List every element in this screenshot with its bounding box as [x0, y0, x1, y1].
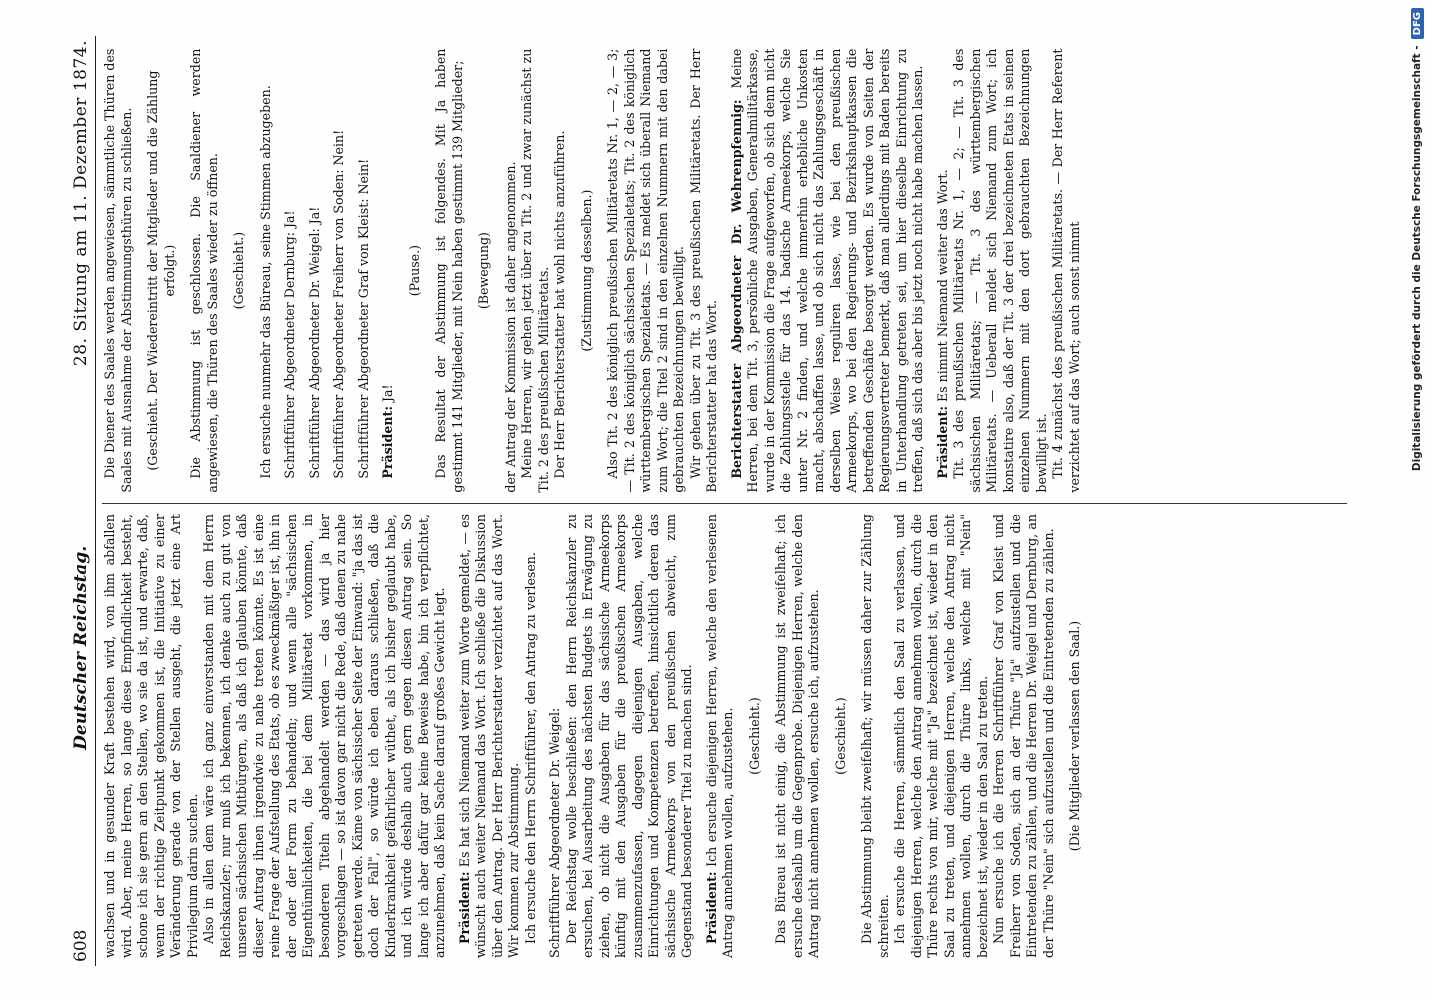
paragraph-text: Meine Herren, wir gehen jetzt über zu Tit. 2 und zwar zunächst zu Tit. 2 des preußischen Militäretats.: [519, 48, 551, 493]
paragraph: [282, 49, 299, 493]
page-number: 608: [71, 929, 91, 962]
paragraph: [356, 49, 373, 493]
paragraph-text: (Geschieht. Der Wiedereintritt der Mitglieder und die Zählung erfolgt.): [145, 70, 177, 471]
paragraph-text: Das Resultat der Abstimmung ist folgendes. Mit Ja haben gestimmt 141 Mitglieder, mit Nein haben gestimmt 139 Mitglieder;: [433, 48, 465, 493]
paragraph-text: Der Reichstag wolle beschließen: den Herrn Reichskanzler zu ersuchen, bei Ausarbeitung des nächsten Budgets in Erwägung zu ziehen, ob nicht die Ausgaben für das sächsische Armeekorps künftig mit den Ausgaben für die preußischen Armeekorps zusammenzufassen, dagegen diejenigen Ausgaben, welche Einrichtungen und Kompetenzen betreffen, hinsichtlich deren das sächsische Armeekorps von den preußischen abweicht, zum Gegenstand besonderer Titel zu machen sind.: [563, 514, 694, 958]
speaker-label: Berichterstatter Abgeordneter Dr. Wehrenpfennig:: [728, 99, 744, 479]
paragraph-text: (Geschieht.): [746, 697, 762, 775]
paragraph-text: Schriftführer Abgeordneter Dr. Weigel: Ja!: [306, 206, 322, 479]
paragraph-text: Tit. 3 des preußischen Militäretats Nr. 1, — 2; — Tit. 3 des sächsischen Militäretats; — Tit. 3 des württembergischen Militäretats. — Ueberall meldet sich Niemand zum Wort; ich konstatire also, daß der Tit. 3 der drei bezeichneten Etats in seinen einzelnen Nummern mit den dort gebrauchten Bezeichnungen bewilligt ist.: [951, 48, 1049, 493]
paragraph: [457, 514, 523, 958]
paragraph-text: Meine Herren, bei dem Tit. 3, persönliche Ausgaben, Generalmilitärkasse, wurde in der Kommission die Frage aufgeworfen, ob sich denn nicht die Zahlungsstelle für das 14. badische Armeekorps, welche Sie unter Nr. 2 finden, und welche immerhin erhebliche Unkosten macht, abschaffen lasse, und ob sich nicht das Zahlungsgeschäft in derselben Weise reguliren lasse, wie bei den preußischen Armeekorps, wo bei den Regierungs- und Bezirkshauptkassen die betreffenden Geschäfte besorgt werden. Es wurde von Seiten der Regierungsvertreter bemerkt, daß man allerdings mit Baden bereits in Unterhandlung getreten sei, um hier dieselbe Einrichtung zu treffen, daß sich das aber bis jetzt noch nicht habe machen lassen.: [728, 48, 925, 493]
digitization-credit: [1404, 8, 1430, 992]
dfg-logo: DFG: [1411, 8, 1424, 39]
paragraph: [688, 49, 721, 493]
document-page: [62, 36, 1354, 966]
paragraph: [1050, 49, 1083, 493]
paragraph-text: Ja!: [380, 384, 395, 407]
speaker-label: Präsident:: [703, 871, 719, 944]
paragraph-text: Ich ersuche die Herren, sämmtlich den Saal zu verlassen, und diejenigen Herren, welche den Antrag annehmen wollen, durch die Thüre rechts von mir, welche mit "Ja" bezeichnet ist, wieder in den Saal zu treten, und diejenigen Herren, welche den Antrag nicht annehmen wollen, durch die Thüre links, welche mit "Nein" bezeichnet ist, wieder in den Saal zu treten.: [892, 514, 990, 958]
paragraph: [433, 49, 466, 493]
paragraph: [201, 514, 449, 958]
paragraph: [307, 49, 324, 493]
paragraph: [704, 514, 737, 958]
paragraph: [476, 49, 493, 493]
paragraph-text: Wir gehen über zu Tit. 3 des preußischen Militäretats. Der Herr Berichterstatter hat das Wort.: [687, 48, 719, 493]
paragraph: [380, 49, 397, 493]
paragraph-text: Die Abstimmung ist geschlossen. Die Saaldiener werden angewiesen, die Thüren des Saales wieder zu öffnen.: [188, 48, 220, 493]
paragraph-text: Es hat sich Niemand weiter zum Worte gemeldet, — es wünscht auch weiter Niemand das Wort. Ich schließe die Diskussion über den Antrag. Der Herr Berichterstatter verzichtet auf das Wort. Wir kommen zur Abstimmung.: [456, 514, 521, 958]
paragraph: [231, 49, 248, 493]
paragraph: [188, 49, 221, 493]
paragraph: [859, 514, 892, 958]
paragraph-text: Die Abstimmung bleibt zweifelhaft; wir müssen daher zur Zählung schreiten.: [859, 514, 891, 958]
paragraph: [552, 49, 569, 493]
paragraph-text: Schriftführer Abgeordneter Dr. Weigel:: [547, 707, 562, 958]
paragraph-text: der Antrag der Kommission ist daher angenommen.: [502, 161, 518, 493]
paragraph: [747, 514, 764, 958]
paragraph: [892, 514, 991, 958]
paragraph: [564, 514, 696, 958]
paragraph-text: (Geschieht.): [231, 231, 246, 310]
paragraph-text: (Zustimmung desselben.): [578, 189, 594, 352]
left-column: [102, 506, 1347, 966]
paragraph-text: (Bewegung): [476, 232, 491, 310]
paragraph-text: Das Büreau ist nicht einig, die Abstimmung ist zweifelhaft; ich ersuche deshalb um die Gegenprobe. Diejenigen Herren, welche den Antrag nicht annehmen wollen, ersuche ich, aufzustehen.: [773, 514, 821, 958]
speaker-label: Präsident:: [456, 871, 472, 944]
paragraph-text: Die Diener des Saales werden angewiesen, sämmtliche Thüren des Saales mit Ausnahme der Abstimmungsthüren zu schließen.: [102, 48, 134, 493]
paragraph-text: Tit. 4 zunächst des preußischen Militäretats. — Der Herr Referent verzichtet auf das Wort; auch sonst nimmt: [1050, 48, 1082, 493]
paragraph-text: wachsen und in gesunder Kraft bestehen wird, von ihm abfallen wird. Aber, meine Herren, so lange diese Empfindlichkeit besteht, schone ich sie gern an den Stellen, wo sie da ist, und erwarte, daß, wenn der richtige Zeitpunkt gekommen ist, die Initiative zu einer Veränderung gerade von der Stellen ausgeht, die jetzt eine Art Privilegium darin suchen.: [102, 514, 200, 958]
right-column: [102, 41, 1347, 501]
paragraph: [991, 514, 1057, 958]
paragraph: [935, 49, 952, 493]
paragraph: [1067, 514, 1084, 958]
paragraph-text: Nun ersuche ich die Herren Schriftführer Graf von Kleist und Freiherr von Soden, sich an der Thüre "Ja" aufzustellen und die Eintretenden zu zählen, und die Herren Dr. Weigel und Dernburg, an der Thüre "Nein" sich aufzustellen und die Eintretenden zu zählen.: [991, 514, 1056, 958]
paragraph: [519, 49, 552, 493]
paragraph: [523, 514, 540, 958]
paragraph: [145, 49, 178, 493]
paragraph: [503, 49, 520, 493]
paragraph-text: Schriftführer Abgeordneter Freiherr von Soden: Nein!: [331, 129, 346, 479]
paragraph: [579, 49, 596, 493]
paragraph-text: (Geschieht.): [832, 697, 848, 775]
paragraph: [331, 49, 348, 493]
column-rule: [102, 503, 1347, 504]
paragraph: [951, 49, 1050, 493]
text-columns: [102, 36, 1347, 966]
speaker-label: Präsident:: [934, 406, 950, 479]
paragraph-text: Schriftführer Abgeordneter Graf von Kleist: Nein!: [355, 158, 371, 479]
paragraph-text: Also Tit. 2 des königlich preußischen Militäretats Nr. 1, — 2, — 3; — Tit. 2 des königlich sächsischen Spezialetats; Tit. 2 des königlich württembergischen Spezialetats. — Es meldet sich überall Niemand zum Wort; die Titel 2 sind in den einzelnen Nummern mit den dabei gebrauchten Bezeichnungen bewilligt.: [605, 48, 686, 493]
session-heading: 28. Sitzung am 11. Dezember 1874.: [71, 40, 91, 367]
paragraph: [729, 49, 927, 493]
speaker-label: Präsident:: [380, 406, 395, 479]
paragraph: [258, 49, 275, 493]
credit-text: Digitalisierung gefördert durch die Deutsche Forschungsgemeinschaft -: [1411, 45, 1423, 472]
paragraph-text: (Die Mitglieder verlassen den Saal.): [1067, 620, 1082, 852]
paragraph: [605, 49, 688, 493]
paragraph: [773, 514, 823, 958]
paragraph-text: Ich ersuche diejenigen Herren, welche den verlesenen Antrag annehmen wollen, aufzustehen.: [703, 514, 735, 958]
paragraph-text: Schriftführer Abgeordneter Dernburg: Ja!: [282, 210, 297, 479]
paragraph-text: Es nimmt Niemand weiter das Wort.: [934, 169, 950, 407]
paragraph-text: (Pause.): [406, 244, 422, 297]
running-head: [62, 36, 96, 966]
paragraph: [102, 49, 135, 493]
paragraph-text: Der Herr Berichterstatter hat wohl nichts anzuführen.: [552, 130, 567, 479]
publication-title: Deutscher Reichstag.: [71, 545, 91, 750]
paragraph-text: Ich ersuche nunmehr das Büreau, seine Stimmen abzugeben.: [257, 85, 273, 479]
paragraph: [407, 49, 424, 493]
paragraph-text: Also in allen dem wäre ich ganz einverstanden mit dem Herrn Reichskanzler; nur muß ich bekennen, ich denke auch zu gut von unseren sächsischen Mitbürgern, als daß ich glauben könnte, daß dieser Antrag ihnen irgendwie zu nahe treten könnte. Es ist eine reine Frage der Aufstellung des Etats, ob es zweckmäßiger ist, ihn in der oder der Form zu behandeln; und wenn alle "sächsischen Eigenthümlichkeiten, die bei dem Militäretat vorkommen, in besonderen Titeln abgehandelt werden — das wird ja hier vorgeschlagen — so ist davon gar nicht die Rede, daß denen zu nahe getreten werde. Käme von sächsischer Seite der Einwand: "ja das ist doch der Fall", so würde ich eben daraus schließen, daß die Kinderkrankheit gefährlicher wüthet, als ich bisher geglaubt habe, und ich würde deshalb auch gern gegen diesen Antrag sein. So lange ich aber dafür gar keine Beweise habe, bin ich verpflichtet, anzunehmen, daß kein Sache darauf großes Gewicht legt.: [201, 514, 447, 958]
paragraph: [833, 514, 850, 958]
paragraph: [547, 514, 564, 958]
paragraph: [102, 514, 201, 958]
paragraph-text: Ich ersuche den Herrn Schriftführer, den Antrag zu verlesen.: [522, 552, 538, 944]
